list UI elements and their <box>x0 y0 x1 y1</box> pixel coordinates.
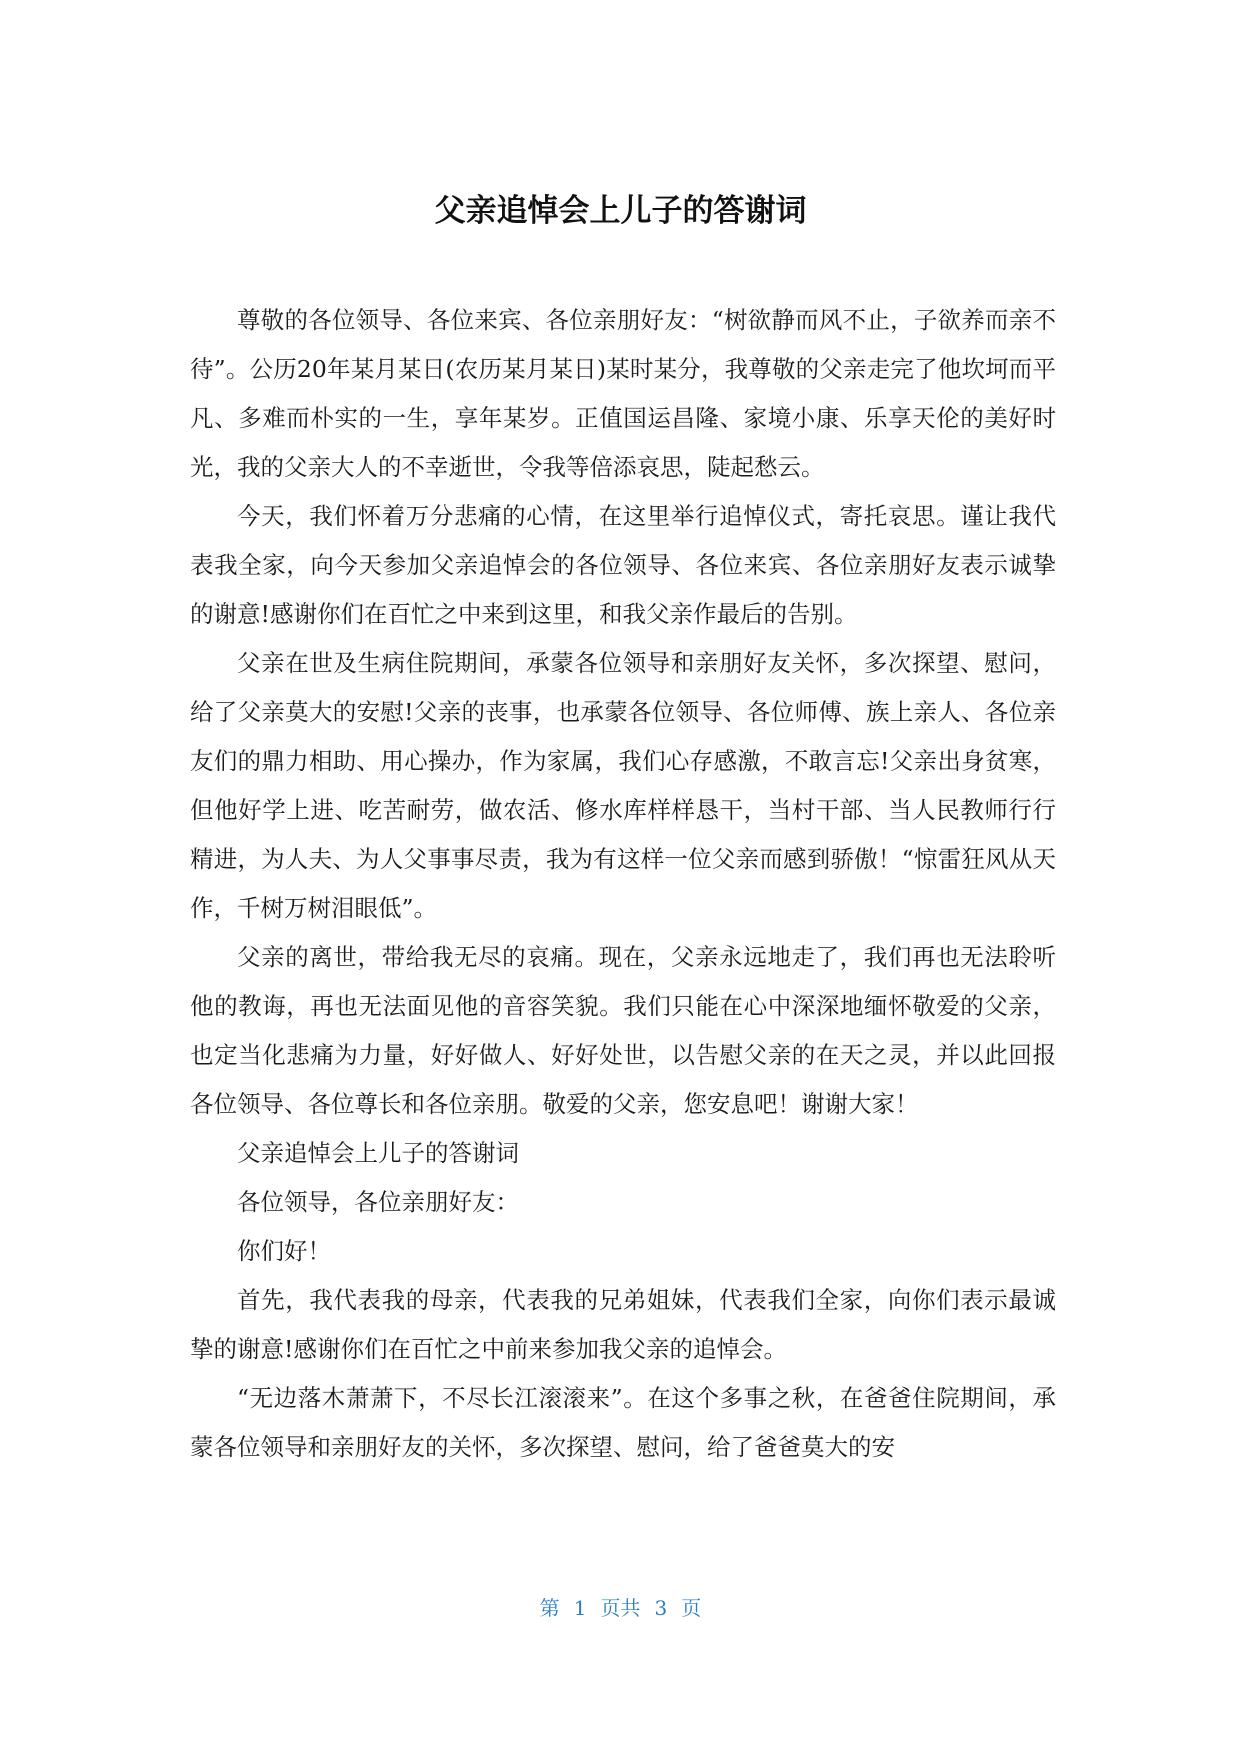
document-title: 父亲追悼会上儿子的答谢词 <box>434 193 807 229</box>
paragraph: 父亲的离世，带给我无尽的哀痛。现在，父亲永远地走了，我们再也无法聆听他的教诲，再也无法面见他的音容笑貌。我们只能在心中深深地缅怀敬爱的父亲，也定当化悲痛为力量，好好做人、好好处世，以告慰父亲的在天之灵，并以此回报各位领导、各位尊长和各位亲朋。敬爱的父亲，您安息吧！谢谢大家！ <box>190 943 1056 1118</box>
paragraph: 今天，我们怀着万分悲痛的心情，在这里举行追悼仪式，寄托哀思。谨让我代表我全家，向今天参加父亲追悼会的各位领导、各位来宾、各位亲朋好友表示诚挚的谢意!感谢你们在百忙之中来到这里，和我父亲作最后的告别。 <box>190 502 1056 628</box>
paragraph: 首先，我代表我的母亲，代表我的兄弟姐妹，代表我们全家，向你们表示最诚挚的谢意!感谢你们在百忙之中前来参加我父亲的追悼会。 <box>190 1286 1056 1363</box>
paragraph: “无边落木萧萧下，不尽长江滚滚来”。在这个多事之秋，在爸爸住院期间，承蒙各位领导和亲朋好友的关怀，多次探望、慰问，给了爸爸莫大的安 <box>190 1384 1056 1461</box>
total-pages-number: 3 <box>654 1596 668 1620</box>
page-label-prefix: 第 <box>539 1596 560 1620</box>
paragraph: 父亲在世及生病住院期间，承蒙各位领导和亲朋好友关怀，多次探望、慰问，给了父亲莫大的安慰!父亲的丧事，也承蒙各位领导、各位师傅、族上亲人、各位亲友们的鼎力相助、用心操办，作为家属，我们心存感激，不敢言忘!父亲出身贫寒，但他好学上进、吃苦耐劳，做农活、修水库样样恳干，当村干部、当人民教师行行精进，为人夫、为人父事事尽责，我为有这样一位父亲而感到骄傲！“惊雷狂风从天作，千树万树泪眼低”。 <box>190 649 1056 922</box>
paragraph: 父亲追悼会上儿子的答谢词 <box>237 1139 519 1167</box>
document-body <box>190 296 1056 1472</box>
paragraph: 你们好！ <box>237 1237 331 1265</box>
current-page-number: 1 <box>573 1596 587 1620</box>
paragraph: 尊敬的各位领导、各位来宾、各位亲朋好友：“树欲静而风不止，子欲养而亲不待”。公历20年某月某日(农历某月某日)某时某分，我尊敬的父亲走完了他坎坷而平凡、多难而朴实的一生，享年某岁。正值国运昌隆、家境小康、乐享天伦的美好时光，我的父亲大人的不幸逝世，令我等倍添哀思，陡起愁云。 <box>190 306 1056 481</box>
page-label-suffix: 页 <box>681 1596 702 1620</box>
paragraph: 各位领导，各位亲朋好友： <box>237 1188 519 1216</box>
page-label-mid: 页共 <box>600 1596 641 1620</box>
page-footer <box>0 1594 1241 1622</box>
